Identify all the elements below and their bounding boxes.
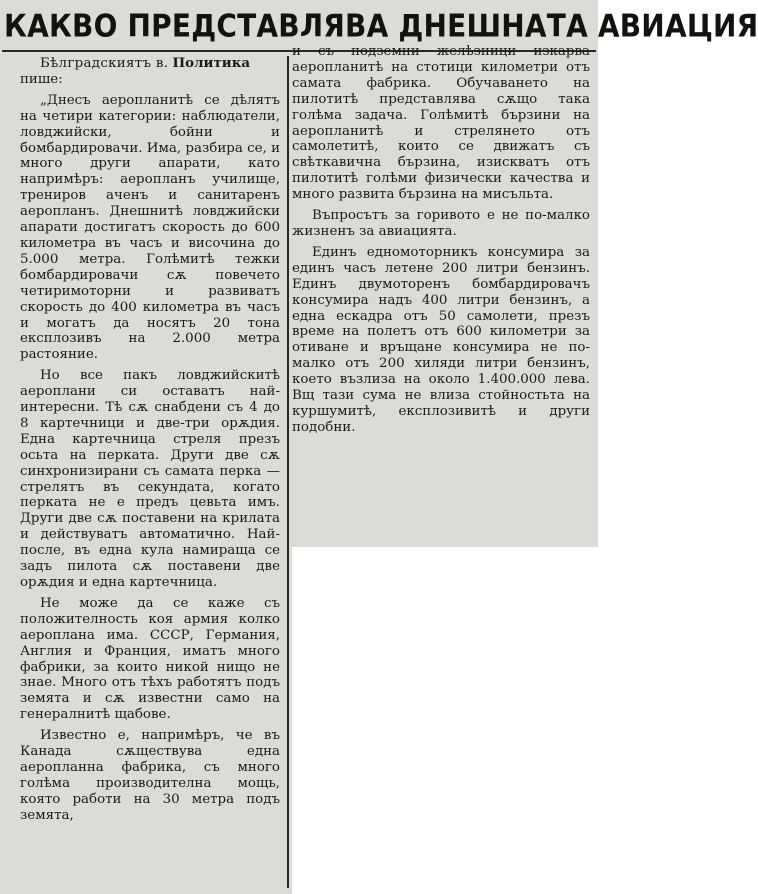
paragraph: Не може да се каже съ положителность коя армия колко аероплана има. СССР, Германия, Англия и Франция, иматъ много фабрики, за които никой нищо не знае. Много отъ тѣхъ работятъ подъ земята и сѫ известни само на генералнитѣ щабове. — [20, 595, 280, 723]
column-divider — [287, 56, 289, 888]
left-column — [20, 56, 280, 829]
paragraph: Известно е, напримѣръ, че въ Канада сѫществува една аеропланна фабрика, съ много голѣма производителна мощь, която работи на 30 метра подъ земята, — [20, 728, 280, 823]
intro-line — [20, 56, 280, 88]
intro-suffix: пише: — [20, 71, 63, 87]
newspaper-name: Политика — [172, 55, 251, 71]
paragraph: Въпросътъ за горивото е не по-малко жизненъ за авиацията. — [292, 208, 590, 239]
paragraph: „Днесъ аеропланитѣ се дѣлятъ на четири категории: наблюдатели, ловджийски, бойни и бомбардировачи. Има, разбира се, и много други апарати, като напримѣръ: аеропланъ училище, трениров аченъ и санитаренъ аеропланъ. Днешнитѣ ловджийски апарати достигатъ скорость до 600 километра въ часъ и височина до 5.000 метра. Голѣмитѣ тежки бомбардировачи сѫ повечето четиримоторни и развиватъ скорость до 400 километра въ часъ и могатъ да носятъ 20 тона експлозивъ на 2.000 метра растояние. — [20, 92, 280, 363]
paragraph: Единъ едномоторникъ консумира за единъ часъ летене 200 литри бензинъ. Единъ двумоторенъ бомбардировачъ консумира надъ 400 литри бензинъ, а една ескадра отъ 50 самолети, презъ време на полетъ отъ 600 километри за отиване и връщане консумира не по-малко отъ 200 хиляди литри бензинъ, което възлиза на около 1.400.000 лева. Вщ тази сума не влиза стойностьта на куршумитѣ, експлозивитѣ и други подобни. — [292, 244, 590, 435]
intro-prefix: Бѣлградскиятъ в. — [40, 56, 169, 71]
paragraph: и съ подземни желѣзници изкарва аеропланитѣ на стотици километри отъ самата фабрика. Обучаването на пилотитѣ представлява сѫщо така голѣма задача. Голѣмитѣ бързини на аеропланитѣ и стрелянето отъ самолетитѣ, които се движатъ съ свѣткавична бързина, изискватъ отъ пилотитѣ голѣми физически качества и много развита бързина на мисъльта. — [292, 44, 590, 203]
paragraph: Но все пакъ ловджийскитѣ аероплани си оставатъ най-интересни. Тѣ сѫ снабдени съ 4 до 8 картечници и две-три орѫдия. Една картечница стреля презъ осьта на перката. Други две сѫ синхронизирани съ самата перка — стрелятъ въ секундата, когато перката не е предъ цевьта имъ. Други две сѫ поставени на крилата и действуватъ автоматично. Най-после, въ една кула намираща се задъ пилота сѫ поставени две орѫдия и една картечница. — [20, 368, 280, 590]
headline: КАКВО ПРЕДСТАВЛЯВА ДНЕШНАТА АВИАЦИЯ — [4, 7, 758, 45]
right-column — [292, 44, 590, 441]
